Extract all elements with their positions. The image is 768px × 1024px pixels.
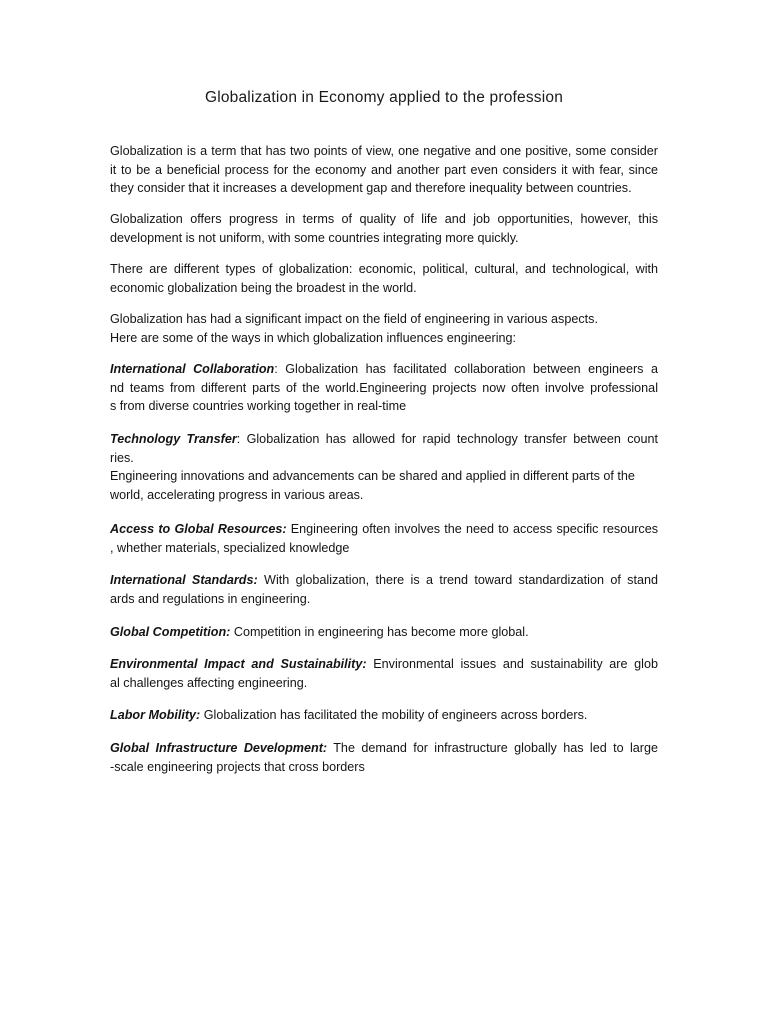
item-term: Global Infrastructure Development: bbox=[110, 741, 328, 755]
paragraph-line: Globalization is a term that has two points of view, one negative and one positive, some consider bbox=[110, 144, 658, 158]
item-environmental-impact bbox=[110, 655, 658, 692]
item-first-line bbox=[110, 571, 658, 590]
paragraph-impact bbox=[110, 310, 658, 347]
item-term: Access to Global Resources: bbox=[110, 522, 287, 536]
item-text: : Globalization has allowed for rapid technology transfer between count bbox=[236, 432, 658, 446]
item-line: Engineering innovations and advancements can be shared and applied in different parts of the bbox=[110, 469, 635, 484]
item-line: ries. bbox=[110, 450, 134, 465]
item-line: nd teams from different parts of the world.Engineering projects now often involve professional bbox=[110, 380, 658, 395]
paragraph-line: Globalization offers progress in terms of quality of life and job opportunities, however, this bbox=[110, 212, 658, 226]
page-title: Globalization in Economy applied to the profession bbox=[204, 89, 564, 106]
paragraph-line: they consider that it increases a development gap and therefore inequality between countries. bbox=[110, 181, 632, 196]
item-first-line bbox=[110, 739, 658, 758]
paragraph-line: it to be a beneficial process for the economy and another part even considers it with fear, since bbox=[110, 162, 658, 177]
item-term: Global Competition: bbox=[110, 625, 231, 639]
item-labor-mobility bbox=[110, 706, 658, 725]
item-first-line bbox=[110, 520, 658, 539]
item-line: s from diverse countries working together in real-time bbox=[110, 399, 407, 414]
item-text: Engineering often involves the need to access specific resources bbox=[286, 522, 658, 536]
paragraph-line: development is not uniform, with some countries integrating more quickly. bbox=[110, 230, 519, 245]
paragraph-line: Globalization has had a significant impact on the field of engineering in various aspects. bbox=[110, 312, 598, 326]
item-first-line bbox=[110, 706, 658, 725]
paragraph-types bbox=[110, 260, 658, 297]
item-term: Labor Mobility: bbox=[110, 708, 201, 722]
item-first-line bbox=[110, 623, 658, 642]
item-text: Environmental issues and sustainability are glob bbox=[366, 657, 658, 671]
item-international-standards bbox=[110, 571, 658, 608]
item-term: Technology Transfer bbox=[110, 432, 237, 446]
item-line: al challenges affecting engineering. bbox=[110, 675, 308, 690]
item-global-competition bbox=[110, 623, 658, 642]
item-first-line bbox=[110, 360, 658, 379]
item-first-line bbox=[110, 430, 658, 449]
paragraph-progress bbox=[110, 210, 658, 247]
paragraph-line: economic globalization being the broadest in the world. bbox=[110, 280, 417, 295]
item-line: world, accelerating progress in various areas. bbox=[110, 487, 364, 502]
item-access-global-resources bbox=[110, 520, 658, 557]
item-text: Globalization has facilitated the mobility of engineers across borders. bbox=[200, 708, 588, 722]
paragraph-intro bbox=[110, 142, 658, 198]
item-text: Competition in engineering has become more global. bbox=[230, 625, 529, 639]
item-term: Environmental Impact and Sustainability: bbox=[110, 657, 367, 671]
item-line: , whether materials, specialized knowledge bbox=[110, 540, 350, 555]
item-term: International Standards: bbox=[110, 573, 258, 587]
paragraph-line: There are different types of globalization: economic, political, cultural, and technological, with bbox=[110, 262, 658, 276]
item-text: : Globalization has facilitated collaboration between engineers a bbox=[274, 362, 658, 376]
item-text: The demand for infrastructure globally has led to large bbox=[327, 741, 658, 755]
item-international-collaboration bbox=[110, 360, 658, 416]
item-term: International Collaboration bbox=[110, 362, 275, 376]
item-line: -scale engineering projects that cross borders bbox=[110, 759, 365, 774]
item-technology-transfer bbox=[110, 430, 658, 504]
paragraph-line: Here are some of the ways in which globalization influences engineering: bbox=[110, 330, 517, 345]
item-first-line bbox=[110, 655, 658, 674]
item-text: With globalization, there is a trend toward standardization of stand bbox=[257, 573, 658, 587]
item-line: ards and regulations in engineering. bbox=[110, 591, 311, 606]
item-global-infrastructure bbox=[110, 739, 658, 776]
